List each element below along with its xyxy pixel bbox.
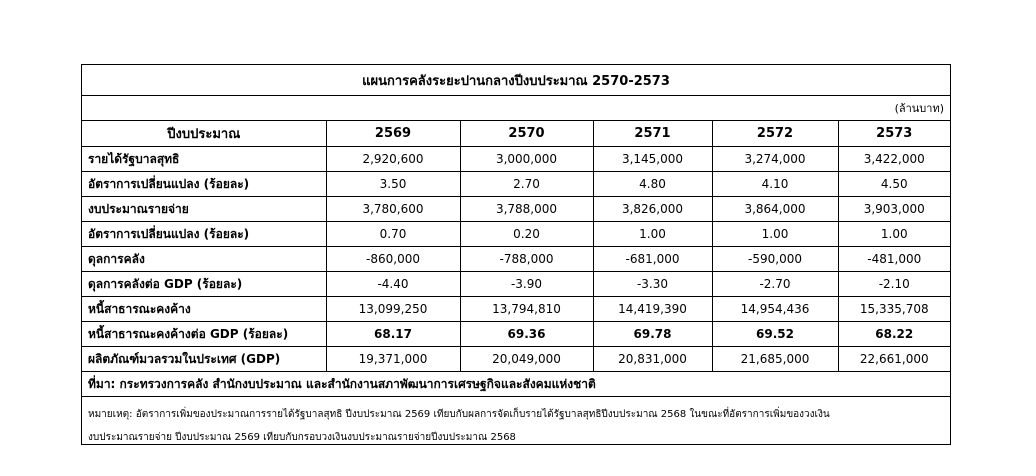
table-row bbox=[82, 197, 950, 222]
row-label: หนี้สาธารณะคงค้างต่อ GDP (ร้อยละ) bbox=[82, 322, 326, 347]
cell-value: 19,371,000 bbox=[326, 347, 460, 372]
fiscal-plan-table-frame bbox=[81, 64, 951, 445]
cell-value: 4.50 bbox=[838, 172, 950, 197]
header-label: ปีงบประมาณ bbox=[82, 121, 326, 147]
table-row bbox=[82, 322, 950, 347]
cell-value: -681,000 bbox=[593, 247, 712, 272]
header-year: 2573 bbox=[838, 121, 950, 147]
cell-value: -590,000 bbox=[712, 247, 838, 272]
row-label: ผลิตภัณฑ์มวลรวมในประเทศ (GDP) bbox=[82, 347, 326, 372]
cell-value: -2.10 bbox=[838, 272, 950, 297]
header-year: 2569 bbox=[326, 121, 460, 147]
cell-value: 13,794,810 bbox=[460, 297, 593, 322]
cell-value: 4.10 bbox=[712, 172, 838, 197]
table-title: แผนการคลังระยะปานกลางปีงบประมาณ 2570-2573 bbox=[82, 65, 950, 96]
fiscal-plan-table bbox=[82, 121, 950, 372]
table-row bbox=[82, 147, 950, 172]
cell-value: -481,000 bbox=[838, 247, 950, 272]
table-row bbox=[82, 272, 950, 297]
cell-value: 3,788,000 bbox=[460, 197, 593, 222]
cell-value: -4.40 bbox=[326, 272, 460, 297]
row-label: ดุลการคลัง bbox=[82, 247, 326, 272]
cell-value: -788,000 bbox=[460, 247, 593, 272]
cell-value: 0.70 bbox=[326, 222, 460, 247]
cell-value: -3.30 bbox=[593, 272, 712, 297]
cell-value: 14,419,390 bbox=[593, 297, 712, 322]
cell-value: 3,000,000 bbox=[460, 147, 593, 172]
footnote-line: หมายเหตุ: อัตราการเพิ่มของประมาณการรายได้รัฐบาลสุทธิ ปีงบประมาณ 2569 เทียบกับผลการจัดเก็บรายได้รัฐบาลสุทธิปีงบประมาณ 2568 ในขณะที่อัตราการเพิ่มของวงเงิน bbox=[88, 409, 830, 420]
header-year: 2572 bbox=[712, 121, 838, 147]
cell-value: 3,780,600 bbox=[326, 197, 460, 222]
cell-value: 20,831,000 bbox=[593, 347, 712, 372]
table-row bbox=[82, 222, 950, 247]
cell-value: 4.80 bbox=[593, 172, 712, 197]
cell-value: -3.90 bbox=[460, 272, 593, 297]
cell-value: 3,903,000 bbox=[838, 197, 950, 222]
cell-value: 3,145,000 bbox=[593, 147, 712, 172]
cell-value: 3,274,000 bbox=[712, 147, 838, 172]
cell-value: 20,049,000 bbox=[460, 347, 593, 372]
table-row bbox=[82, 347, 950, 372]
cell-value: -860,000 bbox=[326, 247, 460, 272]
cell-value: 14,954,436 bbox=[712, 297, 838, 322]
cell-value: 69.36 bbox=[460, 322, 593, 347]
table-row bbox=[82, 297, 950, 322]
cell-value: 3.50 bbox=[326, 172, 460, 197]
cell-value: 0.20 bbox=[460, 222, 593, 247]
cell-value: 1.00 bbox=[712, 222, 838, 247]
source-note: ที่มา: กระทรวงการคลัง สำนักงบประมาณ และสำนักงานสภาพัฒนาการเศรษฐกิจและสังคมแห่งชาติ bbox=[82, 372, 950, 397]
footnote-line: งบประมาณรายจ่าย ปีงบประมาณ 2569 เทียบกับกรอบวงเงินงบประมาณรายจ่ายปีงบประมาณ 2568 bbox=[88, 432, 516, 443]
row-label: อัตราการเปลี่ยนแปลง (ร้อยละ) bbox=[82, 222, 326, 247]
unit-label: (ล้านบาท) bbox=[82, 96, 950, 121]
header-year: 2571 bbox=[593, 121, 712, 147]
cell-value: 2.70 bbox=[460, 172, 593, 197]
cell-value: 15,335,708 bbox=[838, 297, 950, 322]
table-row bbox=[82, 247, 950, 272]
table-row bbox=[82, 172, 950, 197]
cell-value: 69.78 bbox=[593, 322, 712, 347]
cell-value: 22,661,000 bbox=[838, 347, 950, 372]
cell-value: 68.17 bbox=[326, 322, 460, 347]
cell-value: 13,099,250 bbox=[326, 297, 460, 322]
cell-value: 3,864,000 bbox=[712, 197, 838, 222]
row-label: อัตราการเปลี่ยนแปลง (ร้อยละ) bbox=[82, 172, 326, 197]
header-row bbox=[82, 121, 950, 147]
footnote bbox=[82, 397, 950, 449]
cell-value: 21,685,000 bbox=[712, 347, 838, 372]
cell-value: 2,920,600 bbox=[326, 147, 460, 172]
cell-value: 1.00 bbox=[593, 222, 712, 247]
cell-value: 1.00 bbox=[838, 222, 950, 247]
cell-value: 68.22 bbox=[838, 322, 950, 347]
cell-value: 3,826,000 bbox=[593, 197, 712, 222]
row-label: รายได้รัฐบาลสุทธิ bbox=[82, 147, 326, 172]
cell-value: -2.70 bbox=[712, 272, 838, 297]
row-label: ดุลการคลังต่อ GDP (ร้อยละ) bbox=[82, 272, 326, 297]
cell-value: 69.52 bbox=[712, 322, 838, 347]
row-label: งบประมาณรายจ่าย bbox=[82, 197, 326, 222]
cell-value: 3,422,000 bbox=[838, 147, 950, 172]
header-year: 2570 bbox=[460, 121, 593, 147]
row-label: หนี้สาธารณะคงค้าง bbox=[82, 297, 326, 322]
